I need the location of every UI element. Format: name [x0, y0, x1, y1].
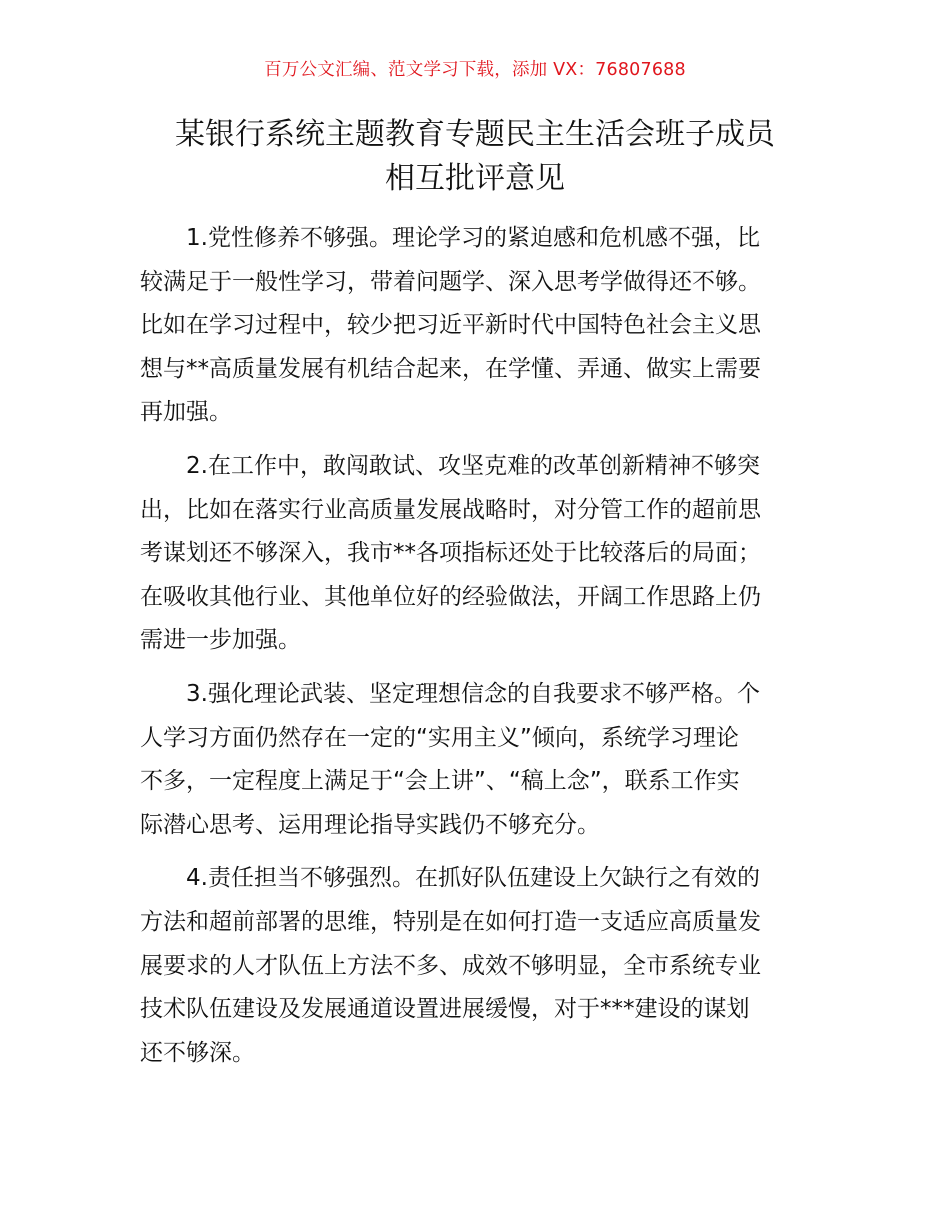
text-line: 2.在工作中，敢闯敢试、攻坚克难的改革创新精神不够突: [186, 452, 760, 479]
text-line: 1.党性修养不够强。理论学习的紧迫感和危机感不强，比: [186, 225, 760, 251]
text-line: 4.责任担当不够强烈。在抓好队伍建设上欠缺行之有效的: [186, 865, 760, 892]
paragraph-1: [140, 217, 820, 435]
paragraph-4: [140, 857, 820, 1075]
text-line: 展要求的人才队伍上方法不多、成效不够明显，全市系统专业: [140, 952, 761, 979]
text-line: 较满足于一般性学习，带着问题学、深入思考学做得还不够。: [140, 268, 761, 295]
text-line: 方法和超前部署的思维，特别是在如何打造一支适应高质量发: [140, 908, 761, 935]
title-line-1: 某银行系统主题教育专题民主生活会班子成员: [175, 117, 775, 152]
text-line: 在吸收其他行业、其他单位好的经验做法，开阔工作思路上仍: [140, 583, 761, 610]
text-line: 需进一步加强。: [140, 627, 301, 654]
text-line: 际潜心思考、运用理论指导实践仍不够充分。: [140, 811, 600, 838]
text-line: 3.强化理论武装、坚定理想信念的自我要求不够严格。个: [186, 680, 760, 707]
text-line: 考谋划还不够深入，我市**各项指标还处于比较落后的局面；: [140, 540, 761, 567]
page-title: [0, 113, 950, 201]
text-line: 再加强。: [140, 399, 232, 426]
document-body: [140, 217, 820, 1085]
paragraph-2: [140, 445, 820, 663]
text-line: 不多，一定程度上满足于“会上讲”、“稿上念”，联系工作实: [140, 768, 740, 795]
text-line: 出，比如在落实行业高质量发展战略时，对分管工作的超前思: [140, 496, 761, 523]
text-line: 人学习方面仍然存在一定的“实用主义”倾向，系统学习理论: [140, 724, 739, 751]
text-line: 技术队伍建设及发展通道设置进展缓慢，对于***建设的谋划: [140, 996, 750, 1023]
watermark-banner: 百万公文汇编、范文学习下载，添加 VX：76807688: [264, 60, 686, 80]
title-line-2: 相互批评意见: [385, 161, 565, 196]
text-line: 比如在学习过程中，较少把习近平新时代中国特色社会主义思: [140, 312, 761, 339]
paragraph-3: [140, 673, 820, 847]
text-line: 还不够深。: [140, 1039, 255, 1066]
text-line: 想与**高质量发展有机结合起来，在学懂、弄通、做实上需要: [140, 355, 761, 382]
